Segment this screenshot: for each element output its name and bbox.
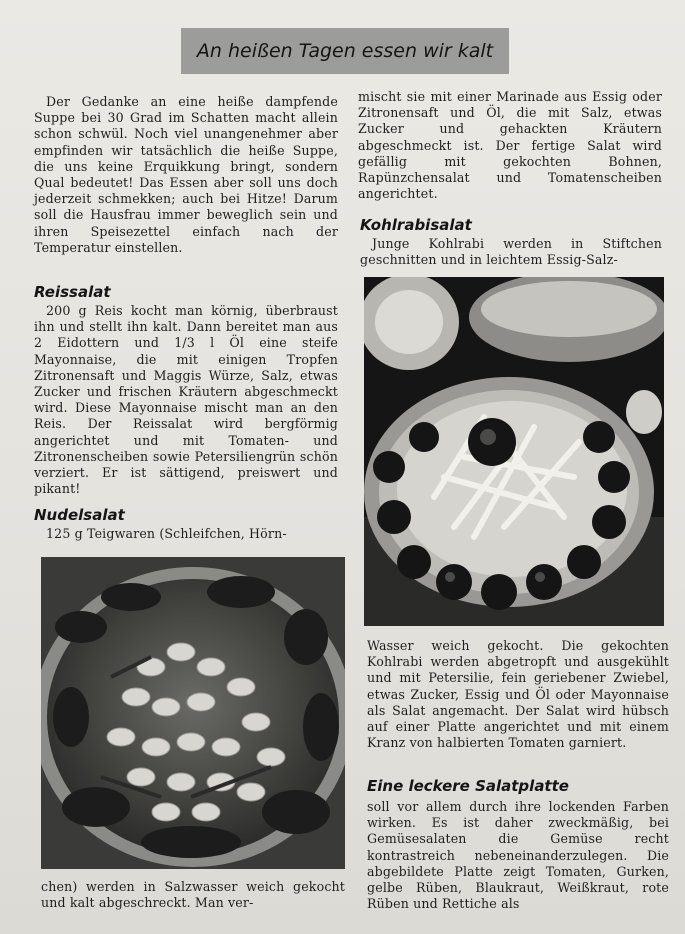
salatplatte-block — [367, 799, 669, 912]
reissalat-paragraph: 200 g Reis kocht man körnig, überbraust ihn und stellt ihn kalt. Dann bereitet man aus 2 Eidottern und 1/3 l Öl eine steife Mayonnaise, die mit einigen Tropfen Zitronensaft und Maggis Würze, Salz, etwas Zucker und frischen Kräutern abgeschmeckt wird. Diese Mayonnaise mischt man an den Reis. Der Reissalat wird bergförmig angerichtet und mit Tomaten- und Zitronenscheiben sowie Petersiliengrün schön verziert. Er ist sättigend, preiswert und pikant! — [34, 303, 338, 497]
right-top-block — [358, 89, 662, 202]
nudelsalat-heading: Nudelsalat — [34, 506, 125, 524]
kohlrabisalat-heading: Kohlrabisalat — [360, 216, 472, 234]
kohlrabisalat-paragraph-end: Wasser weich gekocht. Die gekochten Kohlrabi werden abgetropft und ausgekühlt und mit Petersilie, fein geriebener Zwiebel, etwas Zucker, Essig und Öl oder Mayonnaise als Salat angemacht. Der Salat wird hübsch auf einer Platte angerichtet und mit einem Kranz von halbierten Tomaten garniert. — [367, 638, 669, 751]
kohlrabisalat-photo — [364, 277, 664, 626]
nudelsalat-block-end — [41, 879, 345, 911]
intro-block — [34, 94, 338, 256]
right-top-paragraph: mischt sie mit einer Marinade aus Essig oder Zitronensaft und Öl, die mit Salz, etwas Zucker und gehackten Kräutern abgeschmeckt ist. Der fertige Salat wird gefällig mit gekochten Bohnen, Rapünzchensalat und Tomatenscheiben angerichtet. — [358, 89, 662, 202]
page-title: An heißen Tagen essen wir kalt — [196, 40, 494, 62]
nudelsalat-paragraph-start: 125 g Teigwaren (Schleifchen, Hörn- — [46, 526, 287, 541]
nudelsalat-photo-image — [41, 557, 345, 869]
salatplatte-paragraph: soll vor allem durch ihre lockenden Farben wirken. Es ist daher zweckmäßig, bei Gemüsesalaten die Gemüse recht kontrastreich nebeneinanderzulegen. Die abgebildete Platte zeigt Tomaten, Gurken, gelbe Rüben, Blaukraut, Weißkraut, rote Rüben und Rettiche als — [367, 799, 669, 912]
kohlrabisalat-block-start — [360, 236, 662, 268]
salatplatte-heading: Eine leckere Salatplatte — [367, 777, 569, 795]
nudelsalat-block-start — [34, 526, 338, 542]
intro-paragraph: Der Gedanke an eine heiße dampfende Suppe bei 30 Grad im Schatten macht allein schon schwül. Noch viel unangenehmer aber empfinden wir tatsächlich die heiße Suppe, die uns keine Erquikkung bringt, sondern Qual bedeutet! Das Essen aber soll uns doch jederzeit schmekken; auch bei Hitze! Darum soll die Hausfrau immer beweglich sein und ihren Speisezettel einfach nach der Temperatur einstellen. — [34, 94, 338, 255]
kohlrabisalat-block-end — [367, 638, 669, 751]
nudelsalat-paragraph-end: chen) werden in Salzwasser weich gekocht und kalt abgeschreckt. Man ver- — [41, 879, 345, 911]
reissalat-heading: Reissalat — [34, 283, 111, 301]
kohlrabisalat-photo-image — [364, 277, 664, 626]
title-banner — [181, 28, 509, 74]
nudelsalat-photo — [41, 557, 345, 869]
kohlrabisalat-paragraph-start: Junge Kohlrabi werden in Stiftchen geschnitten und in leichtem Essig-Salz- — [360, 236, 662, 268]
reissalat-block — [34, 303, 338, 497]
